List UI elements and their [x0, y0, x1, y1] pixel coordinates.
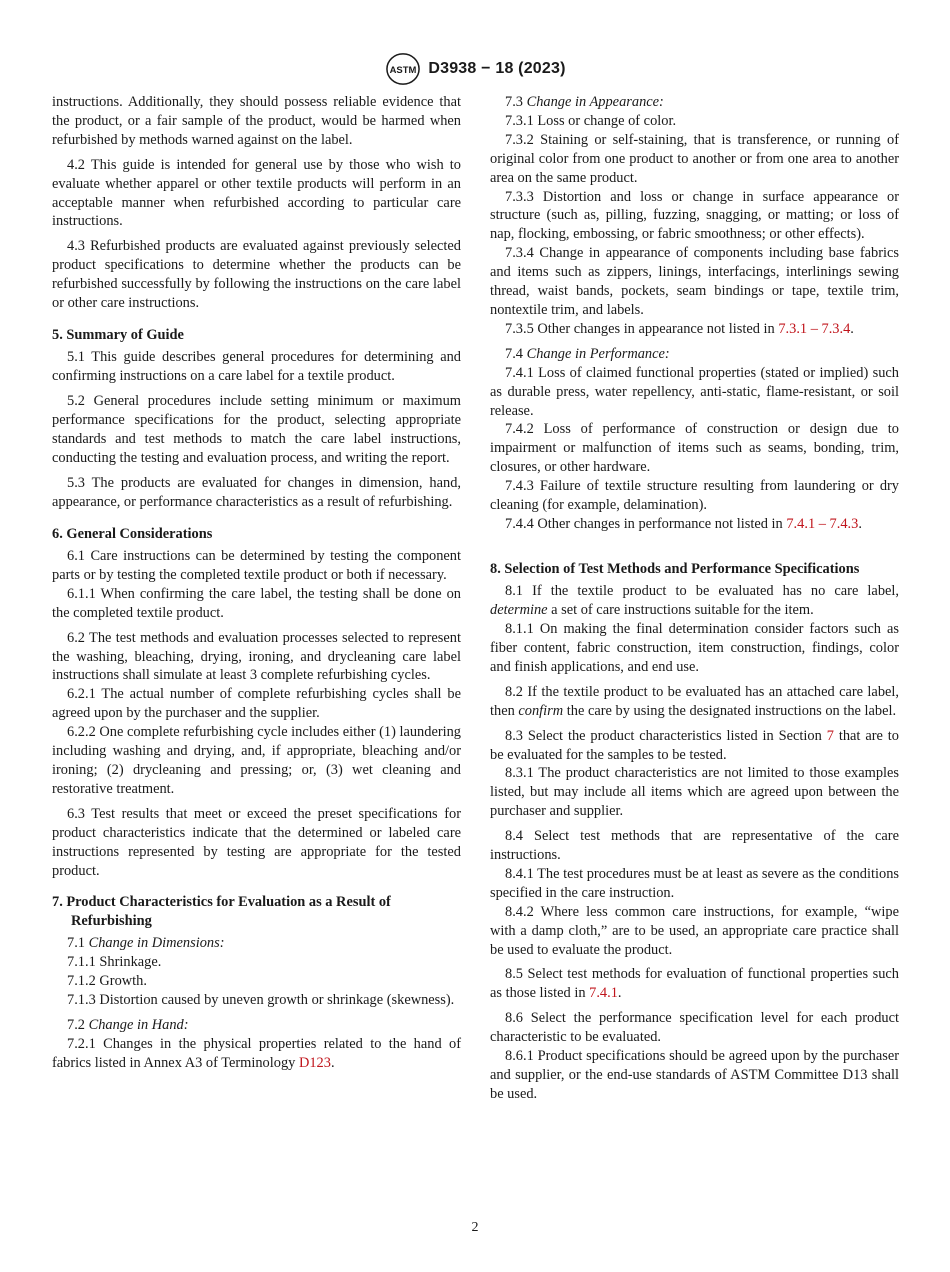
paragraph-6-2: 6.2 The test methods and evaluation processes selected to represent the washing, bleaching, drying, ironing, and drycleaning care label instructions shall simulate at least 3 complete refurbishing cycles. — [52, 629, 461, 684]
paragraph-6-2-1: 6.2.1 The actual number of complete refurbishing cycles shall be agreed upon by the purchaser and the supplier. — [52, 686, 461, 722]
clause-title: Change in Appearance: — [526, 94, 664, 110]
paragraph-5-3: 5.3 The products are evaluated for changes in dimension, hand, appearance, or performance characteristics as a result of refurbishing. — [52, 474, 461, 510]
reference-link-7-3-1[interactable]: 7.3.1 – 7.3.4 — [778, 320, 851, 337]
paragraph-end: . — [617, 985, 622, 1002]
section-heading-8: 8. Selection of Test Methods and Performance Specifications — [490, 560, 860, 577]
paragraph-6-1-1: 6.1.1 When confirming the care label, the testing shall be done on the completed textile product. — [52, 585, 461, 621]
paragraph-8-4-1: 8.4.1 The test procedures must be at least as severe as the conditions specified in the care instruction. — [490, 865, 899, 901]
paragraph-text: the care by using the designated instructions on the label. — [566, 702, 897, 719]
paragraph-7-3-4: 7.3.4 Change in appearance of components including base fabrics and items such as zippers, linings, interfacings, interlinings sewing thread, waist bands, pockets, seam bindings or tape, textile trim, nontextile trim, and labels. — [490, 245, 899, 318]
page-number: 2 — [471, 1220, 479, 1235]
paragraph-text: 8.5 Select test methods for evaluation of functional properties such as those listed in — [490, 966, 899, 1002]
paragraph-8-3-1: 8.3.1 The product characteristics are not limited to those examples listed, but may include all items which are agreed upon between the purchaser and supplier. — [490, 765, 899, 820]
paragraph-text: 7.2.1 Changes in the physical properties related to the hand of fabrics listed in Annex A3 of Terminology — [52, 1035, 461, 1071]
clause-number: 7.1 — [67, 935, 85, 952]
paragraph-7-2-1 — [52, 1035, 461, 1073]
paragraph-7-3-3: 7.3.3 Distortion and loss or change in surface appearance or structure (such as, pilling, fuzzing, snagging, or matting; or loss of nap, flocking, embossing, or fabric smoothness; or other effects). — [490, 188, 899, 243]
reference-link-section-7[interactable]: 7 — [826, 727, 834, 744]
paragraph-5-2: 5.2 General procedures include setting minimum or maximum performance specifications for the product, selecting appropriate standards and test methods to match the care label instructions, conducting the testing and evaluation process, and writing the report. — [52, 393, 461, 466]
paragraph-7-3-5 — [490, 320, 899, 339]
paragraph-8-5 — [490, 965, 899, 1003]
paragraph-7-1-2: 7.1.2 Growth. — [67, 973, 147, 990]
clause-title: Change in Performance: — [526, 345, 670, 362]
reference-link-7-4-1[interactable]: 7.4.1 — [589, 985, 618, 1002]
clause-number: 7.3 — [505, 94, 523, 110]
section-heading-5: 5. Summary of Guide — [52, 326, 184, 343]
paragraph-7-3-1: 7.3.1 Loss or change of color. — [505, 112, 677, 129]
section-heading-7: 7. Product Characteristics for Evaluation as a Result of Refurbishing — [52, 894, 391, 929]
paragraph-7-1 — [52, 934, 461, 953]
paragraph-text: 8.1 If the textile product to be evaluated has no care label, — [505, 583, 899, 600]
paragraph-text: that are to be evaluated for the samples to be tested. — [490, 727, 899, 763]
paragraph-7-4-3: 7.4.3 Failure of textile structure resulting from laundering or dry cleaning (for example, delamination). — [490, 478, 899, 514]
reference-link-d123[interactable]: D123 — [298, 1054, 331, 1071]
section-heading-6: 6. General Considerations — [52, 525, 213, 542]
right-column — [490, 93, 899, 1104]
paragraph-8-2 — [490, 683, 899, 721]
paragraph-text: 8.3 Select the product characteristics listed in Section — [505, 727, 822, 744]
clause-number: 7.2 — [67, 1016, 85, 1033]
paragraph-text: 8.2 If the textile product to be evaluated has an attached care label, then — [490, 683, 899, 719]
emphasis: determine — [490, 602, 548, 619]
paragraph-6-1: 6.1 Care instructions can be determined by testing the component parts or by testing the completed textile product or both if necessary. — [52, 548, 461, 583]
paragraph-7-3 — [490, 93, 899, 112]
reference-link-7-4-1[interactable]: 7.4.1 – 7.4.3 — [786, 515, 859, 532]
paragraph-7-1-3: 7.1.3 Distortion caused by uneven growth or shrinkage (skewness). — [67, 991, 455, 1008]
paragraph: instructions. Additionally, they should possess reliable evidence that the product, or a fair sample of the product, would be harmed when refurbished by methods warned against on the label. — [52, 94, 461, 148]
paragraph-text: a set of care instructions suitable for the item. — [551, 602, 814, 619]
paragraph-8-4-2: 8.4.2 Where less common care instructions, for example, “wipe with a damp cloth,” are to be used, an appropriate care practice shall be used to evaluate the product. — [490, 903, 899, 958]
paragraph-7-4-2: 7.4.2 Loss of performance of construction or design due to impairment or malfunction of items such as seams, bonding, trim, closures, or other hardware. — [490, 421, 899, 476]
paragraph-text: 7.4.4 Other changes in performance not listed in — [505, 515, 783, 532]
paragraph-6-2-2: 6.2.2 One complete refurbishing cycle includes either (1) laundering including washing and drying, and, if appropriate, bleaching and/or ironing; (2) drycleaning and pressing; or, (3) wet cleaning and restorative treatment. — [52, 724, 462, 797]
paragraph-7-1-1: 7.1.1 Shrinkage. — [67, 954, 162, 971]
paragraph-7-2 — [52, 1016, 461, 1035]
paragraph-8-3 — [490, 727, 899, 765]
paragraph-8-4: 8.4 Select test methods that are representative of the care instructions. — [490, 828, 899, 864]
emphasis: confirm — [518, 702, 564, 719]
document-id: D3938 − 18 (2023) — [428, 60, 566, 77]
paragraph-8-6-1: 8.6.1 Product specifications should be agreed upon by the purchaser and supplier, or the end-use standards of ASTM Committee D13 shall be used. — [490, 1048, 899, 1102]
paragraph-4-2: 4.2 This guide is intended for general use by those who wish to evaluate whether apparel or other textile products will perform in an acceptable manner when refurbished according to particular care instructions. — [52, 156, 461, 230]
paragraph-5-1: 5.1 This guide describes general procedures for determining and confirming instructions on a care label for a textile product. — [52, 349, 461, 385]
paragraph-6-3: 6.3 Test results that meet or exceed the preset specifications for product characteristics indicate that the determined or labeled care instructions represented by testing are appropriate for the tested product. — [52, 805, 461, 879]
clause-number: 7.4 — [505, 345, 523, 362]
svg-text:ASTM: ASTM — [389, 64, 417, 76]
page-header — [0, 52, 950, 86]
paragraph-8-1-1: 8.1.1 On making the final determination consider factors such as fiber content, fabric construction, item construction, findings, color and finish applications, and end use. — [490, 621, 899, 675]
left-column — [52, 93, 461, 1073]
paragraph-text: 7.3.5 Other changes in appearance not listed in — [505, 320, 775, 337]
paragraph-end: . — [330, 1054, 335, 1071]
clause-title: Change in Dimensions: — [88, 935, 225, 952]
paragraph-7-4-1: 7.4.1 Loss of claimed functional properties (stated or implied) such as durable press, water repellency, anti-static, flame-resistant, or soil release. — [490, 364, 899, 419]
paragraph-7-3-2: 7.3.2 Staining or self-staining, that is transference, or running of original color from one product to another or from one area to another area on the same product. — [490, 131, 899, 186]
astm-logo-icon — [384, 52, 422, 86]
paragraph-7-4-4 — [490, 515, 899, 534]
paragraph-end: . — [850, 320, 854, 337]
paragraph-end: . — [858, 515, 862, 532]
paragraph-7-4 — [490, 345, 899, 364]
paragraph-8-6: 8.6 Select the performance specification level for each product characteristic to be evaluated. — [490, 1010, 899, 1046]
paragraph-4-3: 4.3 Refurbished products are evaluated against previously selected product specifications to determine whether the products can be refurbished successfully by following the instructions on the care label or other care instructions. — [52, 238, 461, 312]
clause-title: Change in Hand: — [88, 1016, 189, 1033]
paragraph-8-1 — [490, 582, 899, 620]
